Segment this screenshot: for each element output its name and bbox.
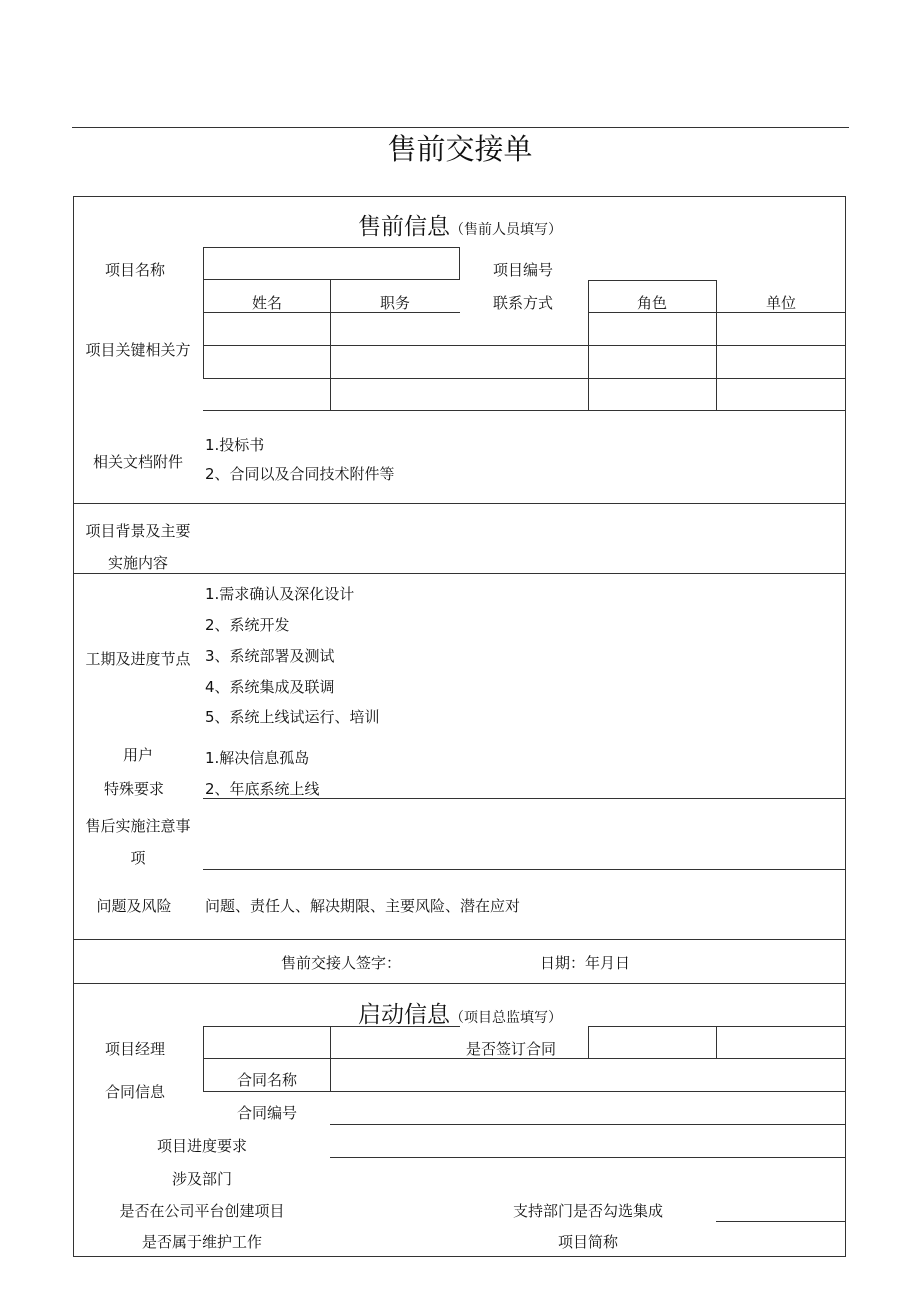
background-label: 实施内容	[107, 554, 169, 572]
grid-line	[716, 1026, 717, 1058]
kickoff-heading-text: 启动信息	[358, 1002, 450, 1028]
short-name-label: 项目简称	[557, 1233, 619, 1251]
grid-line	[588, 312, 846, 313]
grid-line	[330, 1058, 331, 1091]
col-name-header: 姓名	[251, 294, 283, 312]
grid-line	[203, 1091, 846, 1092]
section-divider	[73, 983, 846, 984]
user-req-label: 特殊要求	[103, 780, 165, 798]
doc-item: 2、合同以及合同技术附件等	[205, 465, 395, 483]
schedule-item: 4、系统集成及联调	[205, 678, 335, 696]
pm-label: 项目经理	[104, 1040, 166, 1058]
background-label: 项目背景及主要	[85, 522, 191, 540]
risk-label: 问题及风险	[96, 897, 172, 915]
schedule-item: 3、系统部署及测试	[205, 647, 335, 665]
presale-heading	[358, 208, 562, 241]
after-sales-label: 售后实施注意事	[85, 817, 191, 835]
grid-line	[203, 1026, 460, 1027]
section-divider	[203, 869, 846, 870]
schedule-item: 1.需求确认及深化设计	[205, 585, 355, 603]
contract-no-label: 合同编号	[236, 1104, 298, 1122]
grid-line	[716, 1221, 846, 1222]
maintenance-label: 是否属于维护工作	[141, 1233, 263, 1251]
project-name-label: 项目名称	[104, 261, 166, 279]
user-req-item: 2、年底系统上线	[205, 780, 320, 798]
schedule-label: 工期及进度节点	[85, 650, 191, 668]
schedule-req-label: 项目进度要求	[156, 1137, 248, 1155]
grid-line	[588, 1026, 846, 1027]
grid-line	[203, 345, 846, 346]
signed-label: 是否签订合同	[465, 1040, 557, 1058]
kickoff-heading-note: （项目总监填写）	[450, 1010, 562, 1026]
stakeholders-label: 项目关键相关方	[85, 341, 191, 359]
grid-line	[203, 1058, 846, 1059]
presale-heading-note: （售前人员填写）	[450, 222, 562, 238]
grid-line	[588, 280, 717, 281]
docs-label: 相关文档附件	[92, 453, 184, 471]
grid-line	[203, 280, 204, 378]
contact-label: 联系方式	[492, 294, 554, 312]
kickoff-heading	[358, 996, 562, 1029]
col-unit-header: 单位	[765, 294, 797, 312]
presale-heading-text: 售前信息	[358, 214, 450, 240]
grid-line	[588, 1026, 589, 1058]
grid-line	[330, 1026, 331, 1058]
doc-item: 1.投标书	[205, 436, 265, 454]
contract-info-label: 合同信息	[104, 1083, 166, 1101]
date-label: 日期：年月日	[540, 954, 631, 972]
grid-line	[203, 312, 460, 313]
dept-label: 涉及部门	[171, 1170, 233, 1188]
section-divider	[73, 939, 846, 940]
grid-line	[203, 378, 846, 379]
contract-name-label: 合同名称	[236, 1071, 298, 1089]
grid-line	[330, 1124, 846, 1125]
support-label: 支持部门是否勾选集成	[512, 1202, 664, 1220]
project-name-input[interactable]	[203, 247, 460, 280]
top-rule	[72, 127, 849, 128]
schedule-item: 2、系统开发	[205, 616, 290, 634]
user-req-item: 1.解决信息孤岛	[205, 749, 310, 767]
signer-label: 售前交接人签字：	[281, 954, 402, 972]
section-divider	[73, 573, 846, 574]
schedule-item: 5、系统上线试运行、培训	[205, 708, 380, 726]
col-role-header: 角色	[636, 294, 668, 312]
risk-text: 问题、责任人、解决期限、主要风险、潜在应对	[205, 897, 521, 915]
page-title: 售前交接单	[387, 132, 533, 166]
section-divider	[203, 798, 846, 799]
platform-label: 是否在公司平台创建项目	[119, 1202, 285, 1220]
col-title-header: 职务	[379, 294, 411, 312]
grid-line	[330, 1157, 846, 1158]
project-no-label: 项目编号	[492, 261, 554, 279]
user-req-label: 用户	[122, 746, 154, 764]
after-sales-label: 项	[130, 849, 146, 867]
section-divider	[73, 503, 846, 504]
grid-line	[203, 410, 846, 411]
